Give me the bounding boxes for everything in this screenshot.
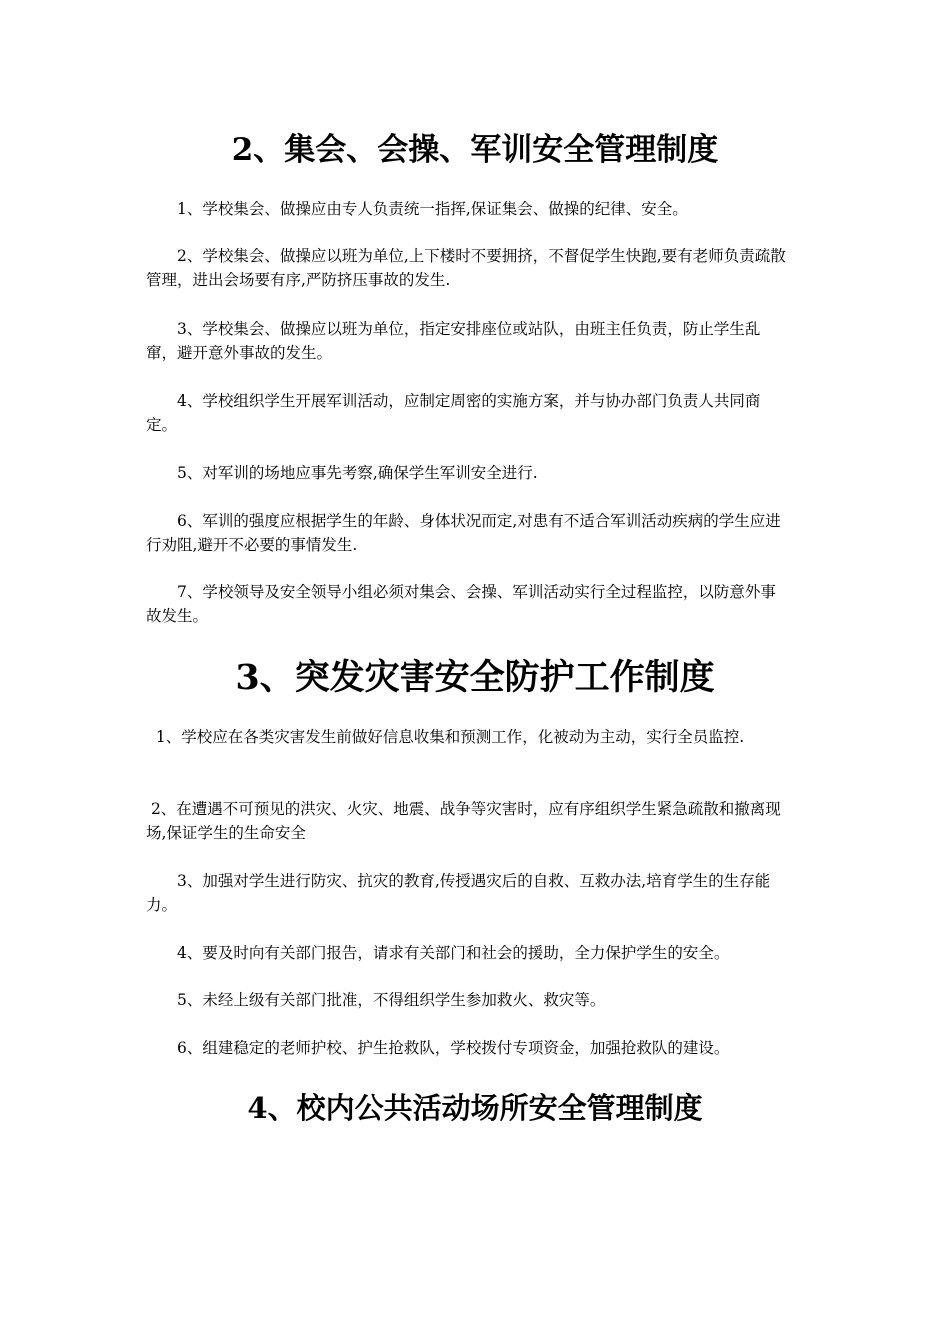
- section-2-paragraph-5: 5、对军训的场地应事先考察,确保学生军训安全进行.: [146, 464, 538, 482]
- section-3-paragraph-2: 2、在遭遇不可预见的洪灾、火灾、地震、战争等灾害时，应有序组织学生紧急疏散和撤离现场,保证学生的生命安全: [146, 800, 781, 842]
- section-2-paragraph-6: 6、军训的强度应根据学生的年龄、身体状况而定,对患有不适合军训活动疾病的学生应进行劝阻,避开不必要的事情发生.: [146, 512, 781, 554]
- section-3-paragraph-1: 1、学校应在各类灾害发生前做好信息收集和预测工作，化被动为主动，实行全员监控.: [146, 728, 745, 746]
- section-3-paragraph-4: 4、要及时向有关部门报告，请求有关部门和社会的援助，全力保护学生的安全。: [146, 944, 730, 962]
- section-3-paragraph-3: 3、加强对学生进行防灾、抗灾的教育,传授遇灾后的自救、互救办法,培育学生的生存能力。: [146, 872, 771, 914]
- section-3-paragraph-6: 6、组建稳定的老师护校、护生抢救队，学校拨付专项资金，加强抢救队的建设。: [146, 1039, 730, 1057]
- section-2-title: 2、集会、会操、军训安全管理制度: [231, 132, 719, 168]
- section-2-paragraph-3: 3、学校集会、做操应以班为单位，指定安排座位或站队，由班主任负责，防止学生乱窜，避开意外事故的发生。: [146, 320, 761, 362]
- section-4-title: 4、校内公共活动场所安全管理制度: [247, 1091, 703, 1125]
- section-3-title: 3、突发灾害安全防护工作制度: [235, 657, 715, 698]
- section-2-paragraph-1: 1、学校集会、做操应由专人负责统一指挥,保证集会、做操的纪律、安全。: [146, 200, 688, 218]
- section-2-paragraph-2: 2、学校集会、做操应以班为单位,上下楼时不要拥挤，不督促学生快跑,要有老师负责疏散管理，进出会场要有序,严防挤压事故的发生.: [146, 247, 786, 289]
- section-2-paragraph-4: 4、学校组织学生开展军训活动，应制定周密的实施方案，并与协办部门负责人共同商定。: [146, 392, 761, 434]
- section-2-paragraph-7: 7、学校领导及安全领导小组必须对集会、会操、军训活动实行全过程监控，以防意外事故发生。: [146, 583, 776, 625]
- section-3-paragraph-5: 5、未经上级有关部门批准，不得组织学生参加救火、救灾等。: [146, 991, 606, 1009]
